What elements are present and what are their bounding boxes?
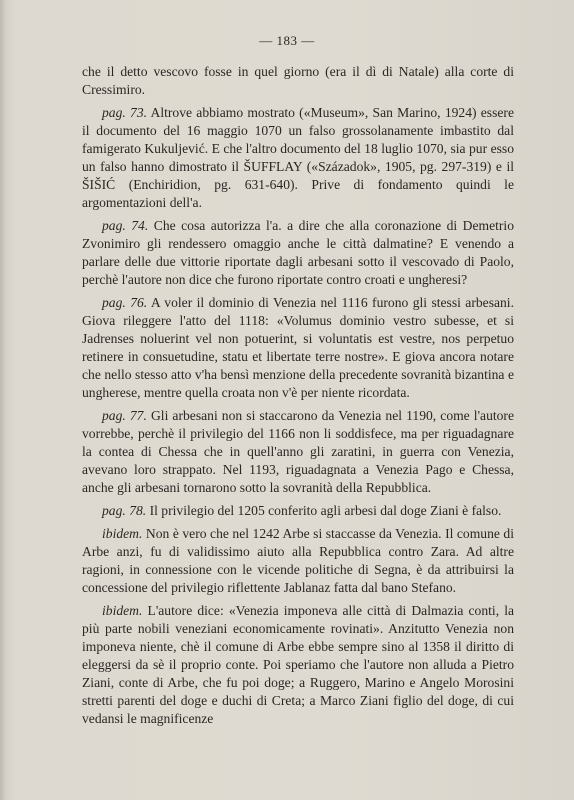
paragraph-pag-74	[82, 217, 514, 289]
page-reference: pag. 78.	[102, 503, 147, 518]
paragraph-ibidem-1	[82, 525, 514, 597]
paragraph-pag-76	[82, 294, 514, 402]
paragraph-text: Gli arbesani non si staccarono da Venezia nel 1190, come l'autore vorrebbe, perchè il privilegio del 1166 non li soddisfece, ma per riguadagnare la contea di Chessa che in quell'anno gli zaratini, in guerra con Venezia, avevano loro strappato. Nel 1193, riguadagnata a Venezia Pago e Chessa, anche gli arbesani tornarono sotto la sovranità della Repubblica.	[82, 408, 514, 495]
paragraph-ibidem-2	[82, 602, 514, 728]
paragraph-text: Il privilegio del 1205 conferito agli arbesi dal doge Ziani è falso.	[149, 503, 502, 518]
page-number: — 183 —	[259, 33, 315, 48]
paragraph-text: Che cosa autorizza l'a. a dire che alla coronazione di Demetrio Zvonimiro gli rendessero omaggio anche le città dalmatine? E venendo a parlare delle due vittorie riportate dagli arbesani sotto il vescovado di Paolo, perchè l'autore non dice che furono riportate contro croati e ungheresi?	[82, 218, 514, 287]
paragraph-pag-73	[82, 104, 514, 212]
paragraph-text: Altrove abbiamo mostrato («Museum», San Marino, 1924) essere il documento del 16 maggio 1070 un falso grossolanamente imbastito dal famigerato Kukuljević. E che l'altro documento del 18 luglio 1070, sia pur esso un falso hanno dimostrato il ŠUFFLAY («Századok», 1905, pg. 297-319) e il ŠIŠIĆ (Enchiridion, pg. 631-640). Prive di fondamento quindi le argomentazioni dell'a.	[82, 105, 514, 210]
paragraph-pag-78	[82, 502, 514, 520]
page-reference: pag. 77.	[102, 408, 147, 423]
page-reference: pag. 76.	[102, 295, 148, 310]
paragraph-text: Non è vero che nel 1242 Arbe si staccasse da Venezia. Il comune di Arbe anzi, fu di validissimo aiuto alla Repubblica contro Zara. Ad altre ragioni, in connessione con le vicende politiche di Segna, è da attribuirsi la concessione del privilegio riflettente Jablanaz fatta dal bano Stefano.	[82, 526, 514, 595]
paragraph-text: L'autore dice: «Venezia imponeva alle città di Dalmazia conti, la più parte nobili veneziani economicamente rovinati». Anzitutto Venezia non imponeva niente, chè il comune di Arbe ebbe sempre sino al 1358 il diritto di eleggersi da sè il proprio conte. Poi speriamo che l'autore non alluda a Pietro Ziani, conte di Arbe, che fu poi doge; a Ruggero, Marino e Angelo Morosini stretti parenti del doge e duchi di Creta; a Marco Ziani figlio del doge, di cui vedansi le magnificenze	[82, 603, 515, 726]
page-reference: pag. 73.	[102, 105, 148, 120]
paragraph-continuation	[82, 63, 514, 99]
page-reference: pag. 74.	[102, 218, 149, 233]
paragraph-text: che il detto vescovo fosse in quel giorno (era il dì di Natale) alla corte di Cressimiro.	[82, 64, 514, 97]
body-text	[82, 63, 514, 733]
paragraph-text: A voler il dominio di Venezia nel 1116 furono gli stessi arbesani. Giova rileggere l'atto del 1118: «Volumus dominio vestro subesse, et si Jadrenses noluerint vel non potuerint, si voluntatis est vestre, nos perpetuo retinere in consuetudine, statu et libertate terre nostre». E giova ancora notare che nello stesso atto v'ha bensì menzione della precedente sovranità bizantina e ungherese, mentre quella croata non v'è per niente ricordata.	[82, 295, 514, 400]
paragraph-pag-77	[82, 407, 514, 497]
page-reference: ibidem.	[102, 603, 143, 618]
page-reference: ibidem.	[102, 526, 143, 541]
